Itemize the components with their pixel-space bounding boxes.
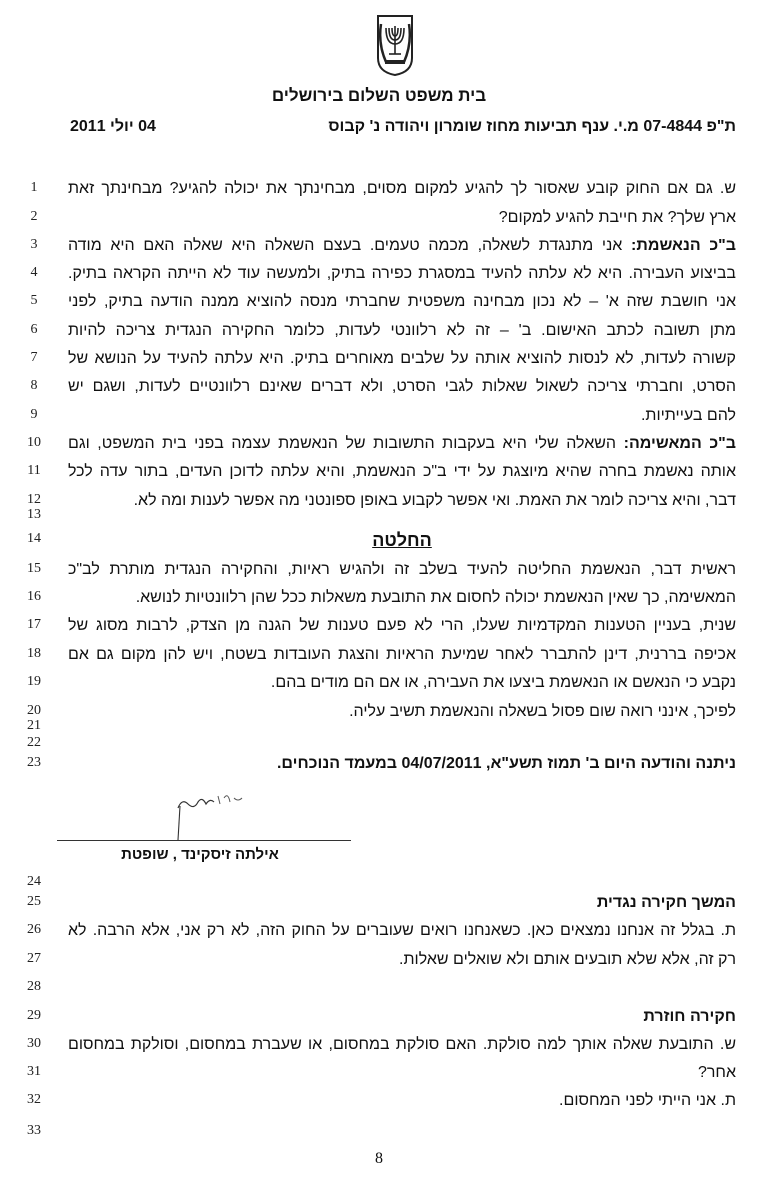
line-number: 21 xyxy=(27,718,41,733)
line-number: 10 xyxy=(27,435,41,450)
line-text: שנית, בעניין הטענות המקדמיות שעלו, הרי לא פעם טענות של הגנה מן הצדק, לרבות מסוג של xyxy=(68,617,736,634)
line-number: 3 xyxy=(30,237,38,252)
line-text: אחר? xyxy=(697,1064,736,1081)
transcript-line xyxy=(68,292,736,312)
transcript-line xyxy=(68,921,736,941)
transcript-line xyxy=(68,236,736,256)
speaker-label: ב"כ הנאשמת: xyxy=(631,237,737,254)
line-number: 14 xyxy=(27,531,41,546)
line-text: ארץ שלך? את חייבת להגיע למקום? xyxy=(498,209,736,226)
judge-signature xyxy=(168,790,268,842)
transcript-line xyxy=(68,1063,736,1083)
line-number: 9 xyxy=(30,407,38,422)
transcript-line xyxy=(68,377,736,397)
transcript-line xyxy=(68,1035,736,1055)
line-number: 11 xyxy=(27,463,41,478)
line-number: 4 xyxy=(30,265,38,280)
transcript-line xyxy=(68,349,736,369)
line-text: ראשית דבר, הנאשמת החליטה להעיד בשלב זה ולהגיש ראיות, והחקירה הנגדית מותרת לב"כ xyxy=(68,561,736,578)
transcript-line xyxy=(68,491,736,511)
transcript-line xyxy=(68,1007,736,1027)
line-number: 25 xyxy=(27,894,41,909)
line-text: קשורה לעדות, לא לנסות להוציא אותה על שלבים מאוחרים בתיק. היא עלתה להעיד על הנושא של xyxy=(68,350,736,367)
transcript-line xyxy=(68,208,736,228)
transcript-line xyxy=(68,179,736,199)
line-number: 5 xyxy=(30,293,38,308)
transcript-line xyxy=(68,950,736,970)
transcript-line xyxy=(68,588,736,608)
line-number: 19 xyxy=(27,674,41,689)
line-number: 28 xyxy=(27,979,41,994)
line-text: נקבע כי הנאשם או הנאשמת ביצעו את העבירה, או אם הם מודים בהם. xyxy=(270,674,736,691)
line-number: 31 xyxy=(27,1064,41,1079)
line-number: 6 xyxy=(30,322,38,337)
transcript-line xyxy=(68,754,736,774)
line-text: השאלה שלי היא בעקבות התשובות של הנאשמת עצמה בפני בית המשפט, וגם xyxy=(68,435,624,452)
line-text: להם בעייתיות. xyxy=(640,407,736,424)
line-number: 27 xyxy=(27,951,41,966)
line-number: 1 xyxy=(30,180,38,195)
line-number: 2 xyxy=(30,209,38,224)
transcript-line xyxy=(68,321,736,341)
transcript-line xyxy=(68,673,736,693)
line-text: ת. אני הייתי לפני המחסום. xyxy=(559,1092,736,1109)
line-number: 29 xyxy=(27,1008,41,1023)
line-number: 22 xyxy=(27,735,41,750)
transcript-line xyxy=(68,1091,736,1111)
line-number: 16 xyxy=(27,589,41,604)
line-number: 7 xyxy=(30,350,38,365)
speaker-label: ב"כ המאשימה: xyxy=(623,435,736,452)
transcript-line xyxy=(68,530,736,550)
transcript-line xyxy=(68,560,736,580)
line-text: ש. גם אם החוק קובע שאסור לך להגיע למקום מסוים, מבחינתך את יכולה להגיע? מבחינתך זאת xyxy=(68,180,736,197)
transcript-line xyxy=(68,462,736,482)
line-number: 26 xyxy=(27,922,41,937)
line-text: המשך חקירה נגדית xyxy=(596,894,736,911)
line-number: 13 xyxy=(27,507,41,522)
line-text: רק זה, אלא שלא תובעים אותם ולא שואלים שאלות. xyxy=(399,951,736,968)
line-text: מתן תשובה לכתב האישום. ב' – זה לא רלוונטי לעדות, כלומר החקירה הנגדית צריכה להיות xyxy=(68,322,736,339)
transcript-line xyxy=(68,264,736,284)
transcript-line xyxy=(68,645,736,665)
line-number: 8 xyxy=(30,378,38,393)
transcript-line xyxy=(68,434,736,454)
transcript-line xyxy=(68,406,736,426)
line-number: 12 xyxy=(27,492,41,507)
signature-line xyxy=(57,840,351,841)
line-number: 23 xyxy=(27,755,41,770)
line-text: בביצוע העבירה. היא לא עלתה להעיד במסגרת כפירה בתיק, ולמעשה עוד לא הייתה הקראה בתיק. xyxy=(68,265,736,282)
transcript-line xyxy=(68,893,736,913)
transcript-line xyxy=(68,702,736,722)
page-number: 8 xyxy=(375,1150,383,1167)
transcript-line xyxy=(68,616,736,636)
state-emblem-icon xyxy=(376,14,414,76)
line-text: המאשימה, כך שאין הנאשמת יכולה לחסום את התובעת משאלות ככל שהן רלוונטיות לנושא. xyxy=(135,589,736,606)
line-text: ת. בגלל זה אנחנו נמצאים כאן. כשאנחנו רואים שעוברים על החוק הזה, לא רק אני, אלא הרבה. לא xyxy=(68,922,736,939)
line-number: 20 xyxy=(27,703,41,718)
line-text: אני מתנגדת לשאלה, מכמה טעמים. בעצם השאלה היא שאלה האם היא מודה xyxy=(68,237,632,254)
line-number: 24 xyxy=(27,874,41,889)
judge-name: אילתה זיסקינד , שופטת xyxy=(121,846,279,863)
line-text: אכיפה בררנית, דינן להתברר לאחר שמיעת הראיות והצגת העובדות בשטח, ויש להן מקום גם אם xyxy=(68,646,736,663)
line-text: ניתנה והודעה היום ב' תמוז תשע"א, 04/07/2011 במעמד הנוכחים. xyxy=(276,755,736,772)
line-number: 17 xyxy=(27,617,41,632)
case-title: ת"פ 07-4844 מ.י. ענף תביעות מחוז שומרון ויהודה נ' קבוס xyxy=(328,118,736,135)
line-number: 18 xyxy=(27,646,41,661)
line-text: דבר, והיא צריכה לומר את האמת. ואי אפשר לקבוע באופן ספונטני מה אפשר לענות ומה לא. xyxy=(133,492,736,509)
line-text: אותה נאשמת בחרה שהיא מיוצגת על ידי ב"כ הנאשמת, והיא עלתה לדוכן העדים, בתור עדה לכל xyxy=(68,463,736,480)
line-text: הסרט, וחברתי צריכה לשאול שאלות לגבי הסרט, ולא דברים שאינם רלוונטיים לעדות, ושגם יש xyxy=(68,378,736,395)
document-date: 04 יולי 2011 xyxy=(70,118,156,135)
line-text: לפיכך, אינני רואה שום פסול בשאלה והנאשמת תשיב עליה. xyxy=(349,703,736,720)
line-text: אני חושבת שזה א' – לא נכון מבחינה משפטית שחברתי מנסה להוציא ממנה הודעה בתיק, לפני xyxy=(68,293,736,310)
line-number: 33 xyxy=(27,1123,41,1138)
line-text: חקירה חוזרת xyxy=(643,1008,736,1025)
line-number: 30 xyxy=(27,1036,41,1051)
line-text: החלטה xyxy=(372,530,432,550)
line-number: 32 xyxy=(27,1092,41,1107)
court-title: בית משפט השלום בירושלים xyxy=(271,86,487,105)
line-number: 15 xyxy=(27,561,41,576)
line-text: ש. התובעת שאלה אותך למה סולקת. האם סולקת במחסום, או שעברת במחסום, וסולקת במחסום xyxy=(68,1036,736,1053)
